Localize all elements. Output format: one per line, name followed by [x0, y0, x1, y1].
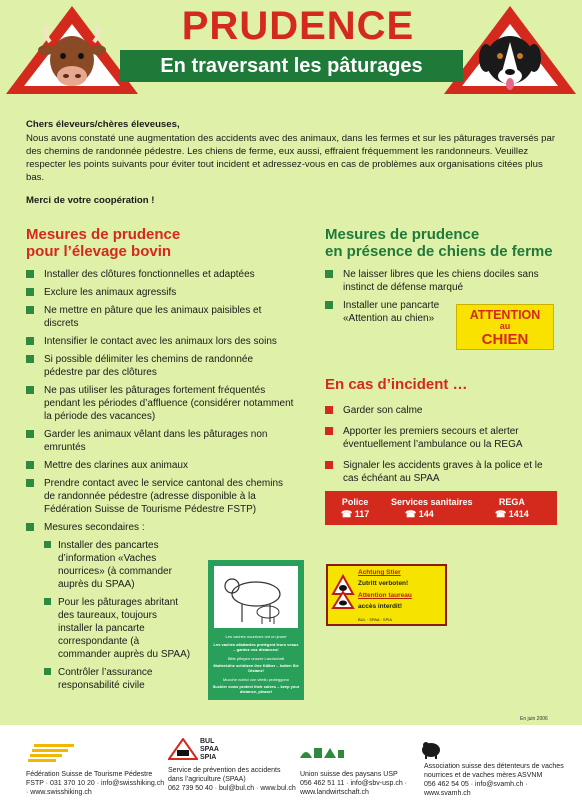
footer-contact: 062 739 50 40 · bul@bul.ch · www.bul.ch — [168, 785, 296, 792]
emergency-label: Services sanitaires — [391, 497, 473, 507]
list-item — [26, 335, 294, 348]
bullet-square-icon — [26, 337, 34, 345]
usp-logo-icon — [300, 744, 344, 760]
footer-usp — [300, 770, 420, 797]
bovin-sublist — [44, 539, 194, 692]
poster-line6: Suckler cows protect their calves – keep your distance, please! — [212, 684, 300, 694]
list-item-text: Mesures secondaires : — [44, 522, 145, 533]
bullet-square-icon — [26, 430, 34, 438]
emergency-police — [341, 496, 369, 520]
list-item — [26, 459, 294, 472]
list-item-text: Installer une pancarte «Attention au chien» — [343, 300, 440, 324]
list-item — [44, 666, 194, 692]
bull-icon — [331, 574, 355, 610]
bullet-square-icon — [325, 406, 333, 414]
footer-contact: 056 462 54 05 · info@svamh.ch · www.svamh.ch — [424, 781, 528, 797]
cow-calf-icon — [214, 566, 298, 628]
bullet-square-icon — [26, 270, 34, 278]
bull-sign-line5: BUL · SPAA · SPIA — [358, 617, 393, 622]
bull-sign-line1: Achtung Stier — [358, 569, 401, 576]
bovin-heading — [26, 226, 286, 260]
page-title: PRUDENCE — [181, 4, 415, 48]
bullet-square-icon — [44, 598, 51, 605]
bullet-square-icon — [26, 479, 34, 487]
list-item — [325, 268, 555, 294]
emergency-label: Police — [341, 497, 369, 507]
page-subtitle: En traversant les pâturages — [120, 50, 463, 82]
list-item-text: Installer des clôtures fonctionnelles et adaptées — [44, 269, 255, 280]
list-item — [26, 428, 294, 454]
chiens-heading-line2: en présence de chiens de ferme — [325, 243, 553, 260]
chiens-heading — [325, 226, 565, 260]
bull-sign-line4: accès interdit! — [358, 603, 403, 610]
bullet-square-icon — [26, 461, 34, 469]
list-item-text: Apporter les premiers secours et alerter éventuellement l’ambulance ou la REGA — [343, 426, 523, 450]
attention-sign-line3: CHIEN — [481, 331, 529, 348]
footer-org: Service de prévention des accidents dans l’agriculture (SPAA) — [168, 767, 281, 783]
list-item — [26, 384, 294, 423]
poster-line2: Les vaches allaitantes protègent leurs veaux – gardez vos distances! — [213, 642, 299, 652]
emergency-number: ☎ 144 — [405, 509, 434, 519]
list-item — [44, 596, 194, 661]
footer-contact: FSTP · 031 370 10 20 · info@swisshiking.ch · www.swisshiking.ch — [26, 780, 165, 796]
bul-logo-text: BUL SPAA SPIA — [200, 738, 219, 761]
list-item-text: Pour les pâturages abritant des taureaux, toujours installer la pancarte correspondante (à commander auprès du SPAA) — [58, 597, 191, 660]
edition-date: En juin 2006 — [520, 716, 548, 722]
intro-greeting: Chers éleveurs/chères éleveuses, — [26, 119, 180, 130]
bull-sign-line3: Attention taureau — [358, 592, 412, 599]
footer-org: Union suisse des paysans USP — [300, 771, 398, 778]
list-item-text: Garder son calme — [343, 405, 423, 416]
fstp-logo-icon — [28, 742, 78, 764]
list-item-text: Intensifier le contact avec les animaux lors des soins — [44, 336, 277, 347]
attention-sign-line2: au — [499, 321, 511, 331]
poster-line5: Mucche nutrici con vitello proteggono — [222, 677, 290, 682]
chiens-heading-line1: Mesures de prudence — [325, 226, 480, 243]
list-item-text: Ne laisser libres que les chiens dociles sans instinct de défense marqué — [343, 269, 539, 293]
bull-sign-line2: Zutritt verboten! — [358, 580, 409, 587]
emergency-number: ☎ 1414 — [495, 509, 529, 519]
bullet-square-icon — [325, 301, 333, 309]
bovin-heading-line1: Mesures de prudence — [26, 226, 181, 243]
bovin-heading-line2: pour l’élevage bovin — [26, 243, 172, 260]
bullet-square-icon — [26, 306, 34, 314]
footer-org: Fédération Suisse de Tourisme Pédestre — [26, 771, 153, 778]
list-item — [325, 425, 557, 451]
emergency-number: ☎ 117 — [341, 509, 370, 519]
list-item — [325, 404, 557, 417]
bullet-square-icon — [44, 668, 51, 675]
list-item-text: Ne mettre en pâture que les animaux paisibles et discrets — [44, 305, 262, 329]
bullet-square-icon — [44, 541, 51, 548]
list-item-text: Ne pas utiliser les pâturages fortement fréquentés pendant les périodes d’affluence (considérer notamment la période des vacances) — [44, 385, 294, 422]
bullet-square-icon — [26, 355, 34, 363]
suckler-cow-poster — [208, 560, 304, 700]
list-item — [325, 459, 557, 485]
intro-body: Nous avons constaté une augmentation des accidents avec des animaux, dans les fermes et sur les pâturages traversés par des chemins de randonnée pédestre. Les chiens de ferme, eux aussi, effraient fréquemment les randonneurs. Veuillez respecter les points suivants pour éviter tout incident et adressez-vous en cas de problèmes aux organisations citées plus bas. — [26, 133, 556, 183]
emergency-rega — [495, 496, 529, 520]
list-item — [26, 477, 294, 516]
footer-spaa — [168, 766, 296, 793]
list-item-text: Prendre contact avec le service cantonal des chemins de randonnée pédestre (adresse disponible à la Fédération Suisse de Tourisme Pédestre FSTP) — [44, 478, 284, 515]
attention-sign-line1: ATTENTION — [469, 308, 541, 322]
footer-asvnm — [424, 762, 576, 798]
list-item — [26, 286, 294, 299]
poster-line1: Les vaches nourrices ont un jeune — [225, 634, 287, 639]
emergency-sanitaires — [391, 496, 473, 520]
poster-line3: Bitte pflegen unsere Landschaft — [227, 656, 285, 661]
footer-org: Association suisse des détenteurs de vaches nourrices et de vaches mères ASVNM — [424, 763, 564, 779]
poster-line4: Mutterkühe schützen ihre Kälber – halten Sie Distanz! — [213, 663, 299, 673]
list-item-text: Signaler les accidents graves à la police et le cas échéant au SPAA — [343, 460, 543, 484]
list-item — [26, 268, 294, 281]
intro-text — [26, 118, 556, 207]
list-item-text: Exclure les animaux agressifs — [44, 287, 177, 298]
emergency-label: REGA — [498, 497, 525, 507]
incident-list — [325, 404, 557, 490]
list-item — [26, 353, 294, 379]
list-item — [26, 304, 294, 330]
bullet-square-icon — [26, 386, 34, 394]
emergency-numbers — [325, 491, 557, 525]
bullet-square-icon — [26, 288, 34, 296]
list-item-text: Garder les animaux vêlant dans les pâturages non emruntés — [44, 429, 268, 453]
asvnm-logo-icon — [420, 738, 442, 760]
bullet-square-icon — [325, 270, 333, 278]
list-item — [325, 299, 455, 325]
bullet-square-icon — [325, 427, 333, 435]
incident-heading: En cas d’incident … — [325, 376, 468, 393]
list-item-text: Contrôler l’assurance responsabilité civile — [58, 667, 153, 691]
intro-thanks: Merci de votre coopération ! — [26, 195, 155, 206]
bullet-square-icon — [26, 523, 34, 531]
list-item-text: Mettre des clarines aux animaux — [44, 460, 188, 471]
footer-fstp — [26, 770, 166, 797]
bullet-square-icon — [325, 461, 333, 469]
bul-logo-icon — [168, 738, 198, 760]
list-item-text: Installer des pancartes d’information «Vaches nourrices» (à commander auprès du SPAA) — [58, 540, 172, 590]
list-item-text: Si possible délimiter les chemins de randonnée pédestre par des clôtures — [44, 354, 254, 378]
attention-dog-sign — [456, 304, 554, 350]
list-item — [44, 539, 194, 591]
bull-warning-sign — [326, 564, 447, 626]
footer-contact: 056 462 51 11 · info@sbv-usp.ch · www.landwirtschaft.ch — [300, 780, 407, 796]
